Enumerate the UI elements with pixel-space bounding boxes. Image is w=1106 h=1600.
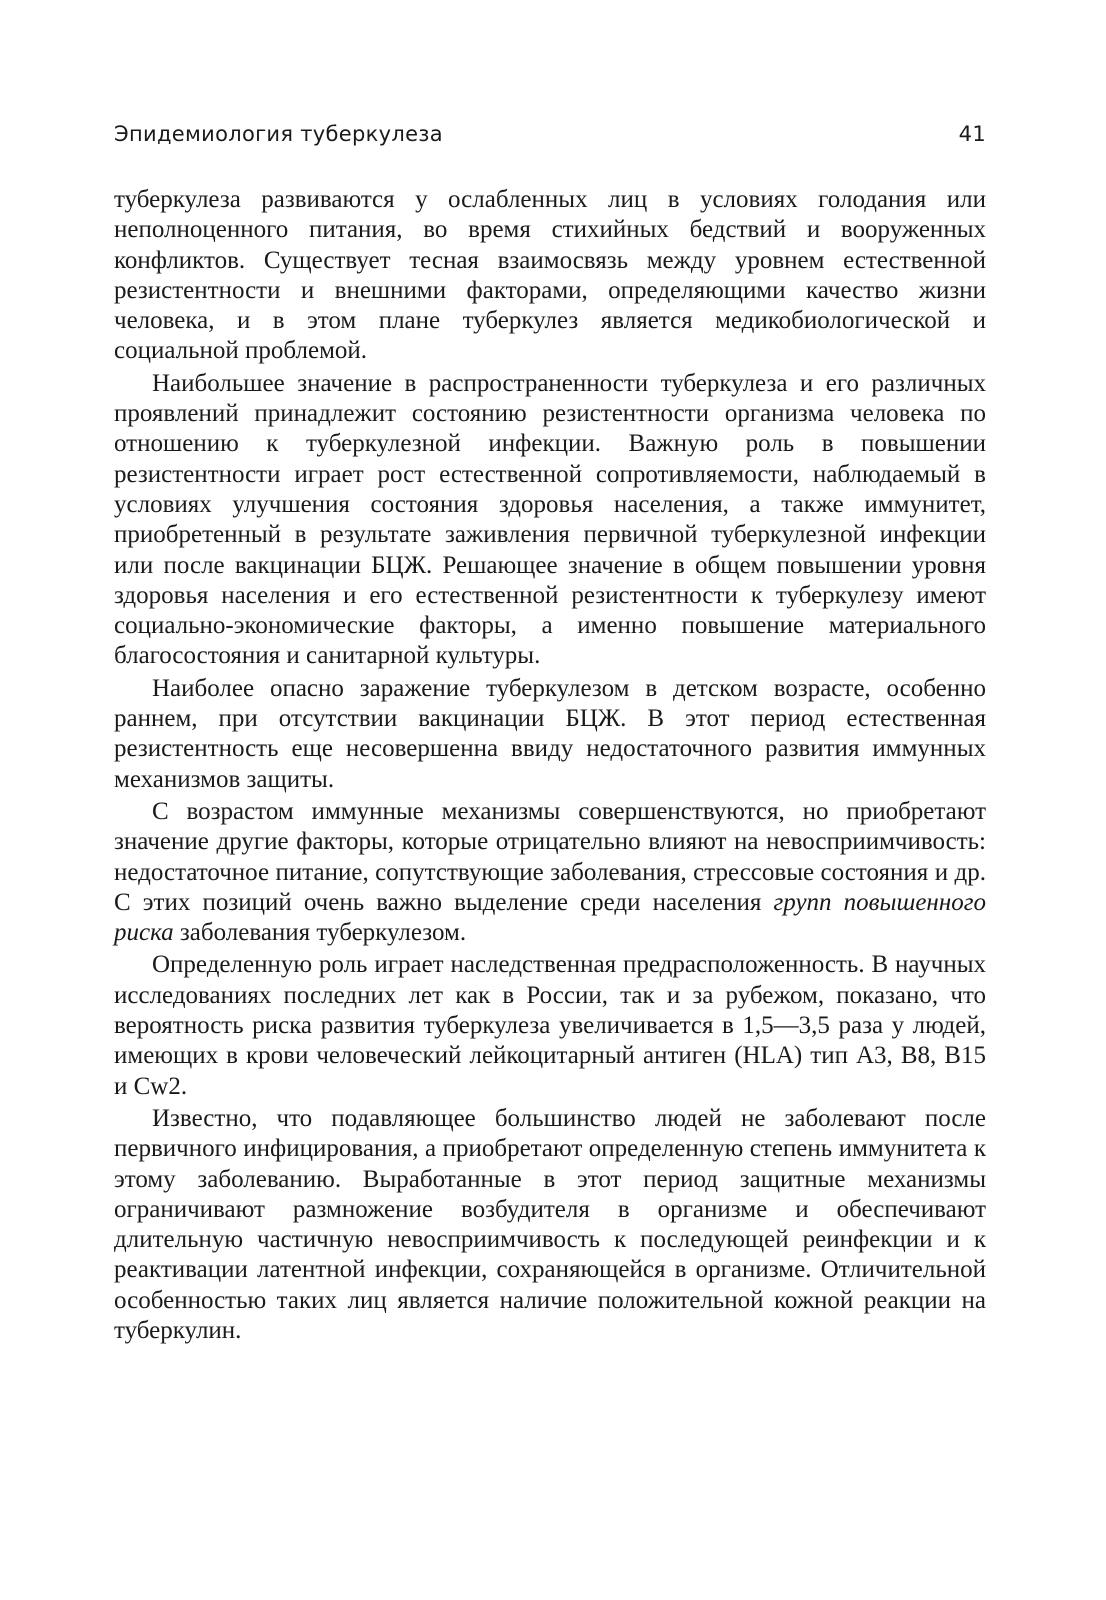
paragraph-risk-groups: [114, 797, 986, 948]
paragraph-childhood: Наиболее опасно заражение туберкулезом в детском возрасте, особенно раннем, при отсутствии вакцинации БЦЖ. В этот период естественная резистентность еще несовершенна ввиду недостаточного развития иммунных механизмов защиты.: [114, 674, 986, 793]
paragraph-resistance: Наибольшее значение в распространенности туберкулеза и его различных проявлений принадлежит состоянию резистентности организма человека по отношению к туберкулезной инфекции. Важную роль в повышении резистентности играет рост естественной сопротивляемости, наблюдаемый в условиях улучшения состояния здоровья населения, а также иммунитет, приобретенный в результате заживления первичной туберкулезной инфекции или после вакцинации БЦЖ. Решающее значение в общем повышении уровня здоровья населения и его естественной резистентности к туберкулезу имеют социально-экономические факторы, а именно повышение материального благосостояния и санитарной культуры.: [114, 369, 986, 670]
paragraph-risk-groups-text: С возрастом иммунные механизмы совершенствуются, но приобретают значение другие факторы, которые отрицательно влияют на невосприимчивость: недостаточное питание, сопутствующие заболевания, стрессовые состояния и др. С этих позиций очень важно выделение среди населения: [114, 797, 986, 916]
body-text: [114, 185, 986, 1348]
paragraph-immunity: Известно, что подавляющее большинство людей не заболевают после первичного инфицирования, а приобретают определенную степень иммунитета к этому заболеванию. Выработанные в этот период защитные механизмы ограничивают размножение возбудителя в организме и обеспечивают длительную частичную невосприимчивость к последующей реинфекции и к реактивации латентной инфекции, сохраняющейся в организме. Отличительной особенностью таких лиц является наличие положительной кожной реакции на туберкулин.: [114, 1104, 986, 1344]
paragraph-heredity: Определенную роль играет наследственная предрасположенность. В научных исследованиях последних лет как в России, так и за рубежом, показано, что вероятность риска развития туберкулеза увеличивается в 1,5—3,5 раза у людей, имеющих в крови человеческий лейкоцитарный антиген (HLA) тип А3, В8, В15 и Cw2.: [114, 951, 986, 1100]
running-head-title: Эпидемиология туберкулеза: [114, 122, 443, 146]
paragraph-risk-groups-end: заболевания туберкулезом.: [173, 919, 467, 947]
page-number: 41: [958, 122, 986, 146]
paragraph-continued: туберкулеза развиваются у ослабленных лиц в условиях голодания или неполноценного питания, во время стихийных бедствий и вооруженных конфликтов. Существует тесная взаимосвязь между уровнем естественной резистентности и внешними факторами, определяющими качество жизни человека, и в этом плане туберкулез является медикобиологической и социальной проблемой.: [114, 186, 986, 365]
risk-groups-emphasis: групп повышенного риска: [114, 888, 986, 947]
running-head: [114, 118, 986, 152]
